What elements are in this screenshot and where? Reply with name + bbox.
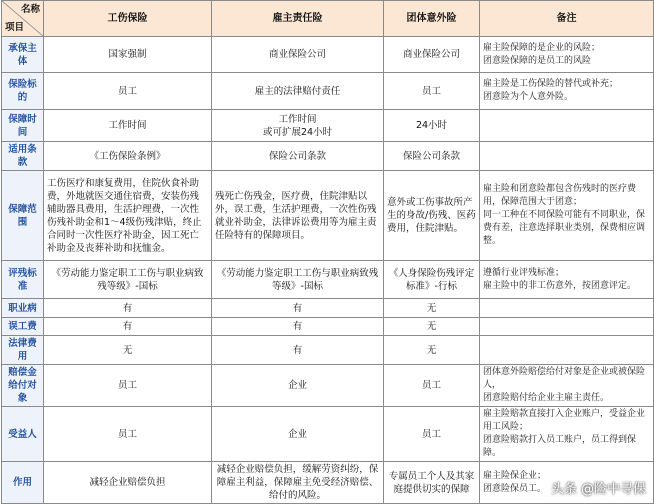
cell-note: 雇主险保障的是企业的风险； 团意险保障的是员工的风险 (480, 37, 654, 73)
cell-work-injury: 《工伤保险条例》 (44, 142, 212, 171)
cell-work-injury: 减轻企业赔偿负担 (44, 462, 212, 504)
cell-employer-liability: 工作时间 或可扩展24小时 (212, 110, 384, 142)
corner-cell (2, 1, 44, 37)
header-row (2, 1, 654, 37)
row-label: 保障时间 (2, 110, 44, 142)
table-row (2, 318, 654, 336)
cell-work-injury: 有 (44, 318, 212, 336)
cell-group-accident: 无 (384, 299, 480, 318)
cell-work-injury: 无 (44, 336, 212, 365)
cell-note (480, 299, 654, 318)
row-label: 法律费用 (2, 336, 44, 365)
cell-note: 遵循行业评残标准； 雇主险中的非工伤意外，按团意评定。 (480, 261, 654, 299)
cell-note (480, 142, 654, 171)
cell-employer-liability: 有 (212, 299, 384, 318)
cell-work-injury: 员工 (44, 365, 212, 407)
row-label: 受益人 (2, 407, 44, 462)
cell-group-accident: 商业保险公司 (384, 37, 480, 73)
cell-group-accident: 员工 (384, 73, 480, 110)
col-header-group-accident: 团体意外险 (384, 1, 480, 37)
row-label: 职业病 (2, 299, 44, 318)
table-row (2, 365, 654, 407)
cell-note: 雇主险和团意险都包含伤残时的医疗费用，保障范围大于团意； 同一工种在不同保险可能有不同职业，保费有差，注意选择职业类别，保费相应调整。 (480, 171, 654, 261)
corner-top-label: 名称 (20, 4, 40, 15)
watermark: 头条 @险中寻保 (550, 482, 646, 497)
cell-work-injury: 工作时间 (44, 110, 212, 142)
cell-employer-liability: 有 (212, 336, 384, 365)
comparison-table (1, 0, 654, 504)
cell-employer-liability: 企业 (212, 365, 384, 407)
cell-work-injury: 员工 (44, 407, 212, 462)
cell-employer-liability: 企业 (212, 407, 384, 462)
cell-group-accident: 保险公司条款 (384, 142, 480, 171)
table-row (2, 299, 654, 318)
row-label: 保障范围 (2, 171, 44, 261)
row-label: 保险标的 (2, 73, 44, 110)
col-header-notes: 备注 (480, 1, 654, 37)
cell-note: 雇主险是工伤保险的替代或补充； 团意险为个人意外险。 (480, 73, 654, 110)
cell-employer-liability: 《劳动能力鉴定职工工伤与职业病致残等级》-国标 (212, 261, 384, 299)
table-row (2, 142, 654, 171)
table-row (2, 73, 654, 110)
table-row (2, 261, 654, 299)
cell-employer-liability: 有 (212, 318, 384, 336)
col-header-employer-liability: 雇主责任险 (212, 1, 384, 37)
table-row (2, 37, 654, 73)
cell-group-accident: 24小时 (384, 110, 480, 142)
cell-employer-liability: 减轻企业赔偿负担，缓解劳资纠纷，保障雇主利益，保障雇主免受经济赔偿、给付的风险。 (212, 462, 384, 504)
cell-employer-liability: 商业保险公司 (212, 37, 384, 73)
row-label: 承保主体 (2, 37, 44, 73)
cell-note: 雇主险保企业； 团意险保员工。 (480, 462, 654, 504)
row-label: 赔偿金给付对象 (2, 365, 44, 407)
cell-work-injury: 国家强制 (44, 37, 212, 73)
cell-note (480, 318, 654, 336)
row-label: 适用条款 (2, 142, 44, 171)
row-label: 作用 (2, 462, 44, 504)
corner-bottom-label: 项目 (5, 22, 25, 33)
row-label: 误工费 (2, 318, 44, 336)
cell-employer-liability: 雇主的法律赔付责任 (212, 73, 384, 110)
cell-note (480, 110, 654, 142)
cell-work-injury: 有 (44, 299, 212, 318)
table-row (2, 336, 654, 365)
cell-group-accident: 意外或工伤事故所产生的身故/伤残、医药费用，住院津贴。 (384, 171, 480, 261)
table-row (2, 171, 654, 261)
cell-work-injury: 员工 (44, 73, 212, 110)
cell-work-injury: 《劳动能力鉴定职工工伤与职业病致残等级》-国标 (44, 261, 212, 299)
cell-employer-liability: 保险公司条款 (212, 142, 384, 171)
cell-group-accident: 员工 (384, 407, 480, 462)
cell-work-injury: 工伤医疗和康复费用，住院伙食补助费，外地就医交通住宿费，安装伤残辅助器具费用，生活护理费，一次性伤残补助金和1～4级伤残津贴，终止合同时一次性医疗补助金，因工死亡补助金及丧葬补助和抚恤金。 (44, 171, 212, 261)
row-label: 评残标准 (2, 261, 44, 299)
cell-group-accident: 员工 (384, 365, 480, 407)
cell-employer-liability: 残死亡伤残金，医疗费，住院津贴以外，误工费，生活护理费，一次性伤残就业补助金，法律诉讼费用等为雇主责任险特有的保障项目。 (212, 171, 384, 261)
cell-note: 团体意外险赔偿给付对象是企业或被保险人， 团意险赔付给企业主雇主责任。 (480, 365, 654, 407)
table-row (2, 407, 654, 462)
col-header-work-injury: 工伤保险 (44, 1, 212, 37)
cell-group-accident: 无 (384, 318, 480, 336)
cell-group-accident: 专属员工个人及其家庭提供切实的保障 (384, 462, 480, 504)
table-row (2, 110, 654, 142)
cell-note (480, 336, 654, 365)
cell-group-accident: 《人身保险伤残评定标准》-行标 (384, 261, 480, 299)
cell-note: 雇主险赔款直接打入企业账户，受益企业用工风险； 团意险赔款打入员工账户，员工得到保障。 (480, 407, 654, 462)
cell-group-accident: 无 (384, 336, 480, 365)
